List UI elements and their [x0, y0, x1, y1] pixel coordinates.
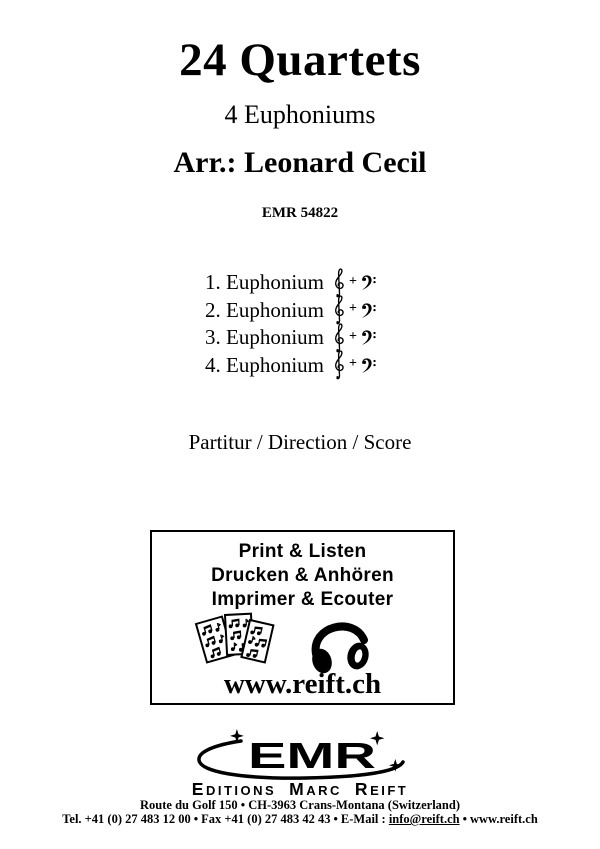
promo-line-fr: Imprimer & Ecouter — [211, 589, 394, 610]
publisher-word-editions: EDITIONS — [191, 779, 277, 799]
instrument-label: 3. Euphonium — [205, 325, 324, 350]
publisher-word-marc: MARC — [289, 779, 342, 799]
publisher-contact-line — [0, 812, 600, 827]
contact-tel: Tel. +41 (0) 27 483 12 00 — [62, 812, 191, 826]
promo-text-lines — [152, 540, 453, 612]
publisher-name — [0, 779, 600, 800]
promo-website: www.reift.ch — [223, 668, 382, 700]
clef-plus-sign: + — [349, 273, 357, 289]
print-and-listen-box — [150, 530, 455, 705]
instrument-label: 4. Euphonium — [205, 352, 324, 377]
instrument-label: 1. Euphonium — [205, 270, 324, 295]
publisher-address: Route du Golf 150 • CH-3963 Crans-Montana (Switzerland) — [140, 798, 460, 812]
emr-logo — [186, 727, 414, 784]
edition-note: Partitur / Direction / Score — [188, 430, 412, 454]
instrument-label: 2. Euphonium — [205, 297, 324, 322]
instrument-list — [205, 269, 377, 379]
bass-clef-icon — [360, 274, 377, 291]
bullet-separator: • — [462, 812, 467, 826]
contact-email-link[interactable]: info@reift.ch — [388, 812, 460, 826]
publisher-word-reift: REIFT — [354, 779, 409, 799]
instrument-row-4 — [205, 352, 377, 380]
bass-clef-icon — [360, 357, 377, 374]
instrument-row-1 — [205, 269, 377, 297]
treble-clef-icon — [332, 349, 346, 381]
promo-line-de: Drucken & Anhören — [211, 565, 394, 586]
headphones-icon — [308, 616, 372, 676]
contact-fax: Fax +41 (0) 27 483 42 43 — [201, 812, 331, 826]
clef-plus-sign: + — [349, 328, 357, 344]
bass-clef-icon — [360, 302, 377, 319]
contact-email-label: E-Mail : — [340, 812, 386, 826]
instrument-row-2 — [205, 297, 377, 325]
catalog-number: EMR 54822 — [261, 205, 339, 221]
contact-website: www.reift.ch — [469, 812, 538, 826]
clef-plus-sign: + — [349, 356, 357, 372]
sheet-music-icon — [192, 612, 280, 676]
instrument-row-3 — [205, 324, 377, 352]
promo-line-en: Print & Listen — [238, 541, 367, 562]
clef-plus-sign: + — [349, 301, 357, 317]
page-title: 24 Quartets — [179, 34, 421, 86]
emr-logo-text: EMR — [248, 735, 376, 776]
arranger-credit: Arr.: Leonard Cecil — [173, 146, 427, 179]
instrumentation-subtitle: 4 Euphoniums — [224, 100, 376, 129]
bullet-separator: • — [193, 812, 199, 826]
bullet-separator: • — [333, 812, 338, 826]
bass-clef-icon — [360, 329, 377, 346]
